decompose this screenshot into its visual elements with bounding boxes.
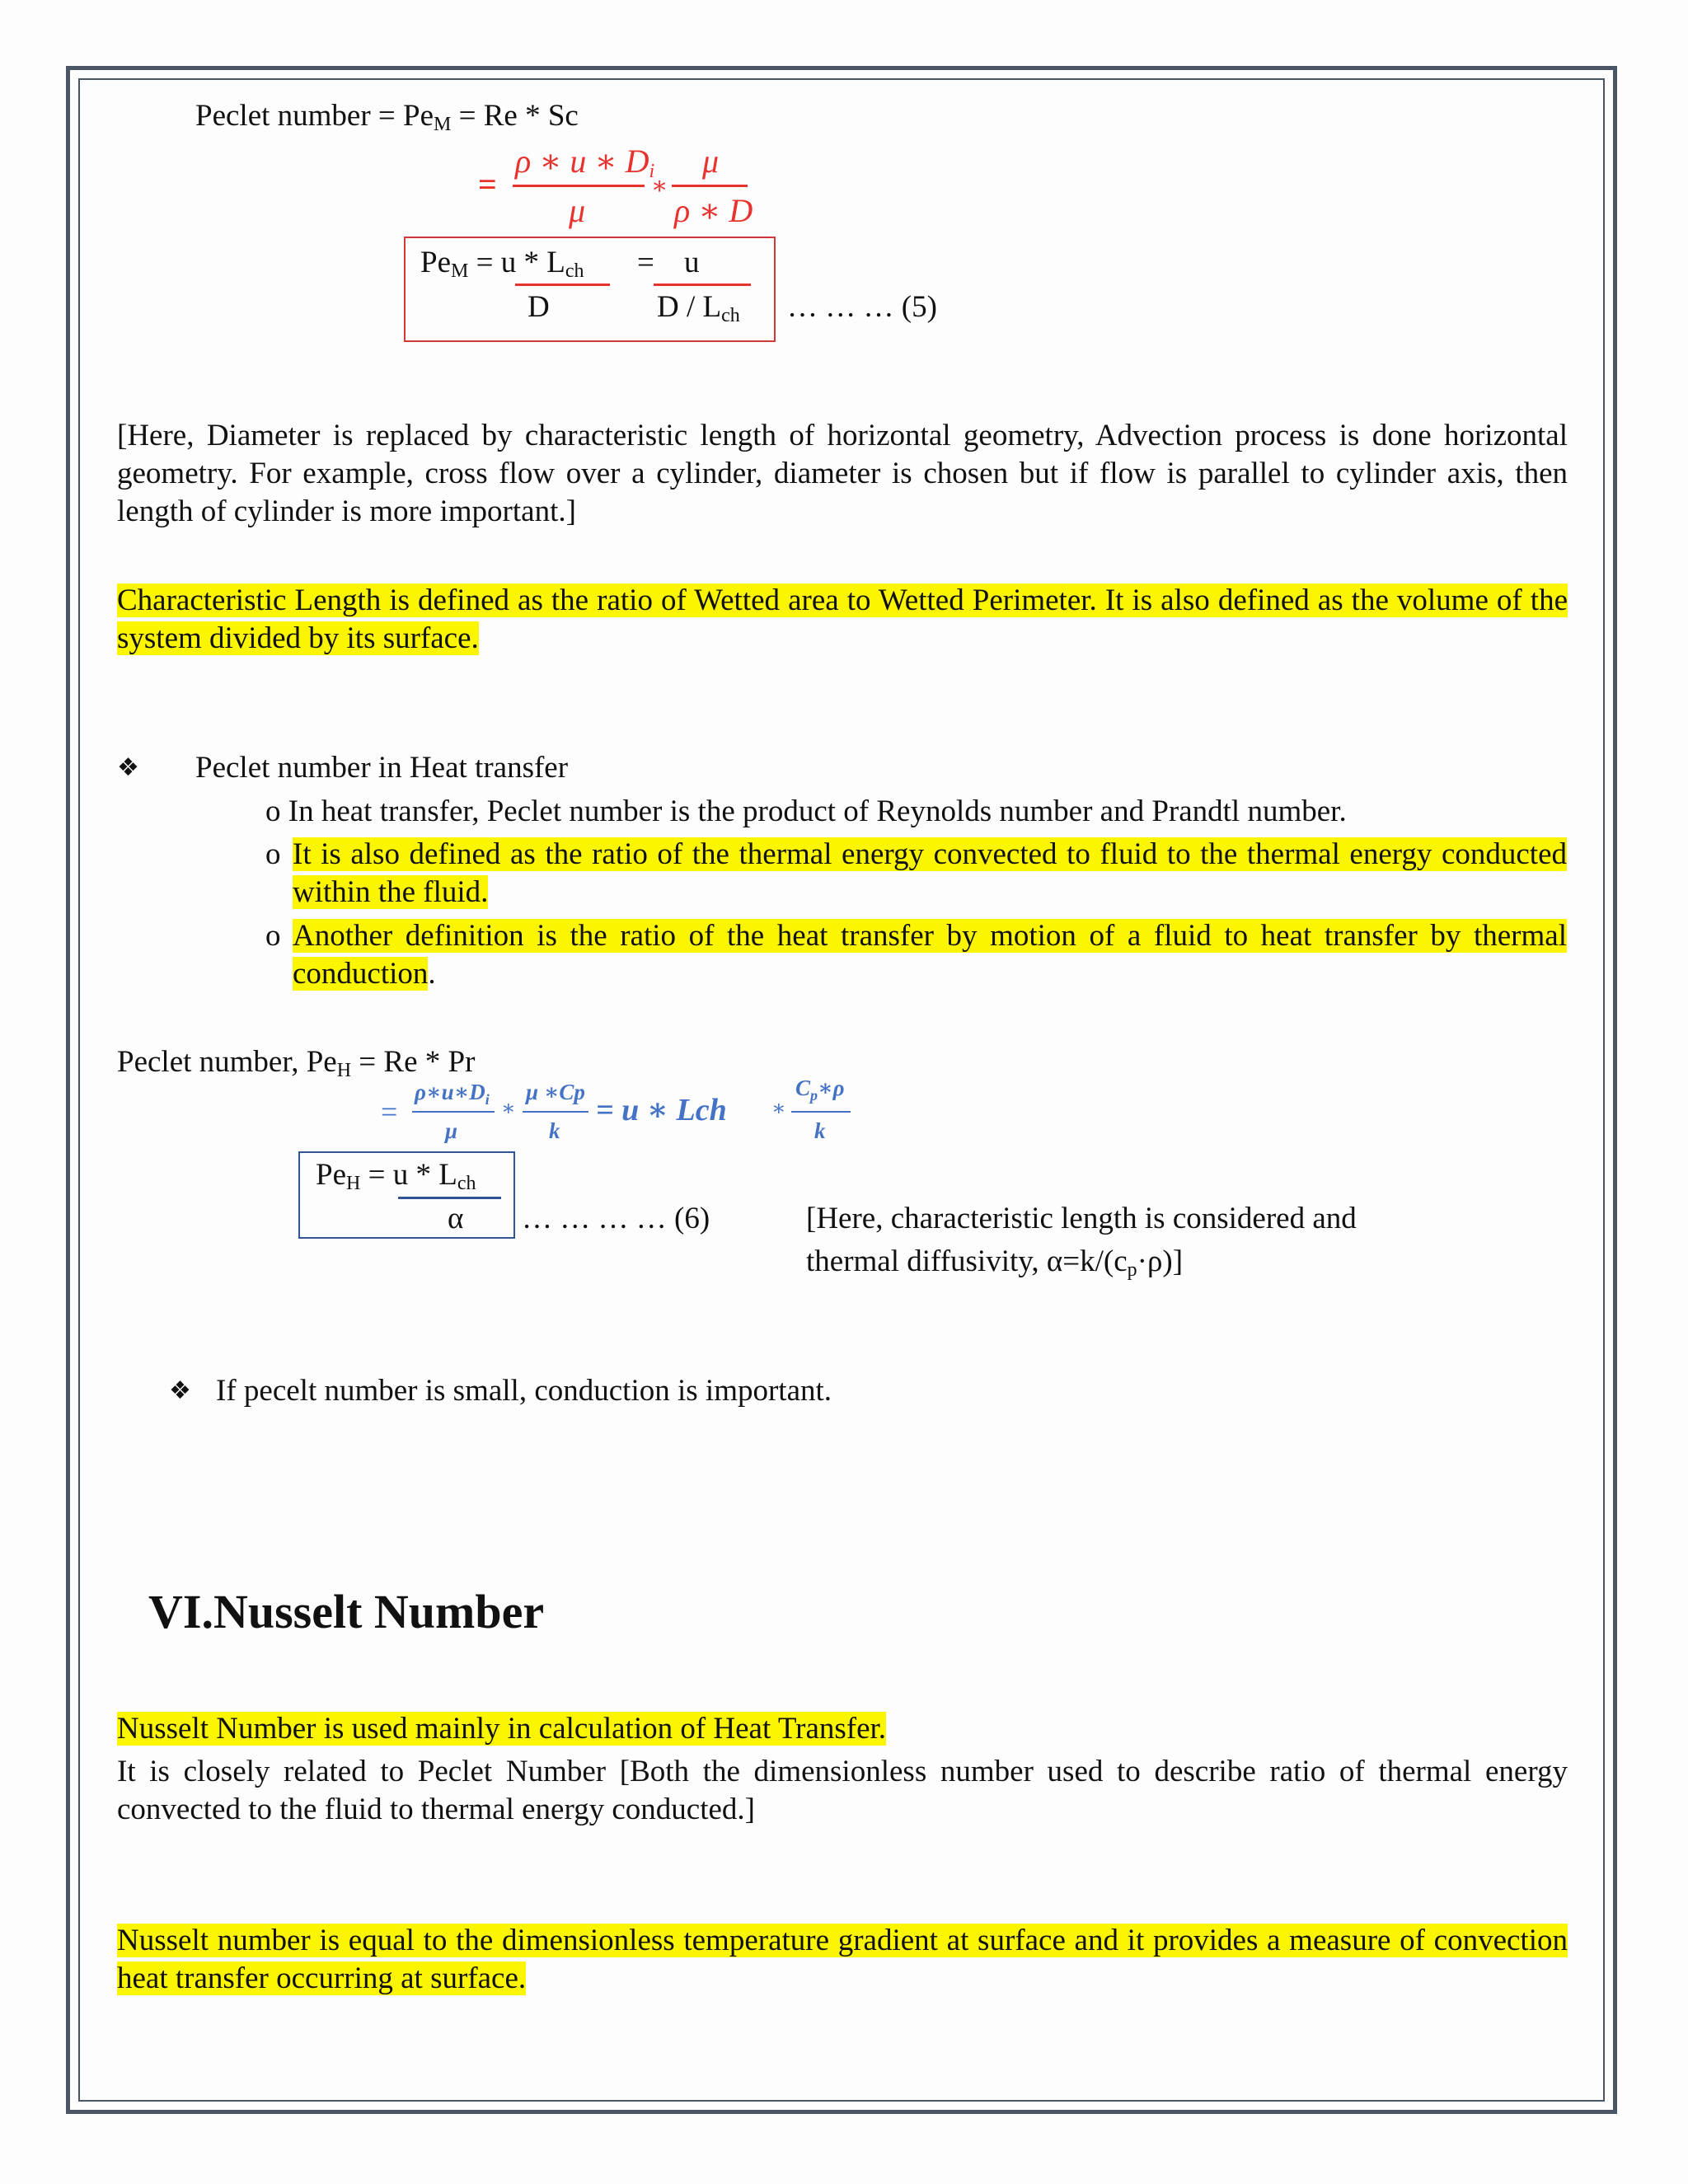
heat-frac3-numerator: $C_p∗\rho$ <box>795 1076 845 1104</box>
nusselt-relation-paragraph: It is closely related to Peclet Number [Both the dimensionless number used to describe ratio of thermal energy convected to the fluid to thermal energy conducted.] <box>117 1755 1568 1826</box>
multiply-sign-red: ∗ <box>651 172 668 199</box>
heat-section-title: Peclet number in Heat transfer <box>195 751 569 785</box>
heat-frac1-denominator: μ <box>445 1118 458 1143</box>
heat-frac2-bar <box>523 1111 588 1113</box>
box-equals: = <box>637 246 654 279</box>
peclet-heat-definition: Peclet number, $Pe_H = Re * Pr$ <box>117 1045 476 1081</box>
fraction2-bar <box>672 185 748 187</box>
heat-note-line1: [Here, characteristic length is considered and <box>806 1202 1357 1235</box>
equation-number-5: … … … (5) <box>787 290 937 324</box>
fraction2-numerator: μ <box>702 143 720 180</box>
heat-frac3-denominator: k <box>814 1118 826 1143</box>
heat-multiply-1: ∗ <box>501 1096 516 1120</box>
heat-box-denominator: α <box>448 1202 464 1235</box>
heat-item-3-marker: o <box>265 919 281 953</box>
heat-box-fraction-bar <box>398 1197 501 1199</box>
diamond-bullet-icon: ❖ <box>169 1376 191 1405</box>
fraction1-numerator: ρ ∗ u ∗ $D_i$ <box>515 143 655 182</box>
box-denominator1: D <box>528 290 550 324</box>
heat-frac3-bar <box>791 1111 851 1113</box>
fraction1-bar <box>513 185 645 187</box>
heat-box-lhs: $Pe_H = u * L_{ch}$ <box>316 1158 476 1194</box>
equals-sign-red: = <box>478 166 497 203</box>
fraction2-denominator: ρ ∗ D <box>674 192 753 229</box>
heat-multiply-2: ∗ <box>771 1096 786 1120</box>
box-lhs: $Pe_M = u * L_{ch}$ <box>420 246 584 282</box>
heat-item-2: It is also defined as the ratio of the thermal energy convected to fluid to the thermal energy conducted within the fluid. <box>293 837 1567 909</box>
characteristic-length-definition: Characteristic Length is defined as the ratio of Wetted area to Wetted Perimeter. It is also defined as the volume of the system divided by its surface. <box>117 583 1568 655</box>
heat-item-1: o In heat transfer, Peclet number is the product of Reynolds number and Prandtl number. <box>265 794 1347 828</box>
box-numerator2: u <box>684 246 700 279</box>
heat-note-line2: thermal diffusivity, $\alpha=k/(c_p\cdot\rho)$] <box>806 1244 1184 1281</box>
small-peclet-statement: If pecelt number is small, conduction is important. <box>216 1374 832 1408</box>
box-fraction1-bar <box>515 284 610 286</box>
heat-frac2-numerator: μ ∗Cp <box>526 1080 585 1104</box>
box-fraction2-bar <box>654 284 751 286</box>
box-denominator2: D / $L_{ch}$ <box>657 290 740 326</box>
diameter-note-paragraph: [Here, Diameter is replaced by characteristic length of horizontal geometry, Advection process is done horizontal geometry. For example, cross flow over a cylinder, diameter is chosen but if flow is parallel to cylinder axis, then length of cylinder is more important.] <box>117 419 1568 528</box>
heat-frac2-denominator: k <box>549 1118 560 1143</box>
heat-item-3: Another definition is the ratio of the heat transfer by motion of a fluid to heat transfer by thermal conduction. <box>293 919 1567 991</box>
nusselt-usage-line: Nusselt Number is used mainly in calculation of Heat Transfer. <box>117 1712 887 1746</box>
heat-frac1-numerator: $\rho∗u∗D_i$ <box>415 1080 490 1108</box>
diamond-bullet-icon: ❖ <box>117 753 139 782</box>
heat-frac1-bar <box>412 1111 495 1113</box>
fraction1-denominator: μ <box>569 192 586 229</box>
heat-equals-sign: = <box>381 1095 398 1128</box>
equation-number-6: … … … … (6) <box>522 1202 710 1235</box>
section-heading-nusselt: VI.Nusselt Number <box>148 1585 545 1638</box>
peclet-mass-definition: Peclet number = $Pe_M = Re * Sc$ <box>195 99 579 135</box>
heat-middle-expression: = u ∗ Lch <box>596 1093 727 1127</box>
heat-item-2-marker: o <box>265 837 281 871</box>
nusselt-definition: Nusselt number is equal to the dimensionless temperature gradient at surface and it provides a measure of convection heat transfer occurring at surface. <box>117 1924 1568 1995</box>
